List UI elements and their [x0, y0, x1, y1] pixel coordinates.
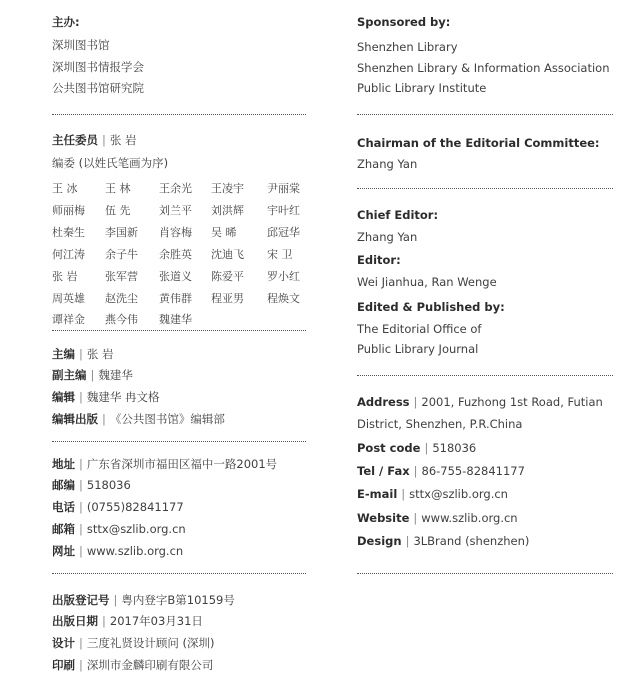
editor-line-cn	[52, 368, 133, 383]
editor-value: 张 岩	[86, 347, 114, 361]
committee-member: 王余光	[159, 182, 192, 195]
divider	[52, 330, 306, 331]
committee-member: 师丽梅	[52, 204, 85, 217]
committee-member: 余子牛	[105, 248, 138, 261]
sponsor-cn-1: 深圳图书馆	[52, 38, 110, 52]
contact-label: Design	[357, 534, 402, 548]
contact-line-cn	[52, 500, 184, 515]
separator: |	[90, 368, 95, 382]
email-link[interactable]: sttx@szlib.org.cn	[86, 522, 186, 536]
contact-value: 86-755-82841177	[421, 464, 525, 478]
editor-value: 魏建华 冉文格	[86, 390, 160, 404]
committee-member: 程亚男	[211, 292, 244, 305]
separator: |	[424, 441, 429, 455]
contact-line-cn	[52, 544, 183, 559]
committee-member: 魏建华	[159, 313, 192, 326]
separator: |	[405, 534, 410, 548]
committee-member: 余胜英	[159, 248, 192, 261]
contact-value: 广东省深圳市福田区福中一路2001号	[86, 457, 278, 471]
contact-line-en	[357, 534, 529, 549]
editor-line-cn	[52, 390, 160, 405]
sponsor-en-2: Shenzhen Library & Information Association	[357, 61, 610, 75]
committee-member: 宋 卫	[267, 248, 293, 261]
publish-value: 三度礼贤设计顾问 (深圳)	[86, 636, 215, 650]
publish-line-cn	[52, 593, 235, 608]
separator: |	[79, 347, 83, 361]
editor-label: 副主编	[52, 368, 87, 382]
publish-value: 深圳市金麟印刷有限公司	[86, 658, 214, 672]
publish-line-cn	[52, 636, 215, 651]
address-line	[357, 395, 603, 410]
committee-member: 燕今伟	[105, 313, 138, 326]
committee-member: 张道义	[159, 270, 192, 283]
contact-line-en	[357, 487, 508, 502]
sponsor-en-1: Shenzhen Library	[357, 40, 458, 54]
sponsor-title-cn: 主办:	[52, 15, 80, 29]
contact-label: Tel / Fax	[357, 464, 410, 478]
contact-label: Post code	[357, 441, 421, 455]
separator: |	[79, 478, 83, 492]
divider	[52, 114, 306, 115]
publish-label: 设计	[52, 636, 75, 650]
separator: |	[79, 522, 83, 536]
separator: |	[413, 395, 418, 409]
committee-member: 李国新	[105, 226, 138, 239]
published-line-2: Public Library Journal	[357, 342, 479, 356]
editor-value: 魏建华	[98, 368, 133, 382]
committee-member: 何江涛	[52, 248, 85, 261]
editor-line-cn	[52, 347, 114, 362]
contact-line-en	[357, 464, 525, 479]
committee-member: 沈迪飞	[211, 248, 244, 261]
publish-line-cn	[52, 658, 213, 673]
committee-member: 周英雄	[52, 292, 85, 305]
contact-line-en	[357, 441, 476, 456]
sponsor-title-en: Sponsored by:	[357, 15, 451, 29]
contact-value: 518036	[432, 441, 477, 455]
editor-label: 编辑	[52, 390, 75, 404]
editor-label: 主编	[52, 347, 75, 361]
committee-member: 黄伟群	[159, 292, 192, 305]
separator: |	[401, 487, 406, 501]
divider	[357, 375, 613, 376]
contact-line-en	[357, 511, 518, 526]
committee-member: 罗小红	[267, 270, 300, 283]
contact-value: 518036	[86, 478, 131, 492]
editor-line-cn	[52, 412, 225, 427]
email-link[interactable]: sttx@szlib.org.cn	[409, 487, 508, 501]
separator: |	[102, 412, 106, 426]
separator: |	[79, 658, 83, 672]
editor-title: Editor:	[357, 253, 401, 267]
committee-member: 王 冰	[52, 182, 78, 195]
address-label: Address	[357, 395, 410, 409]
committee-label: 编委 (以姓氏笔画为序)	[52, 156, 169, 170]
publish-line-cn	[52, 614, 203, 629]
contact-label: 邮编	[52, 478, 75, 492]
divider	[52, 441, 306, 442]
chief-editor-name: Zhang Yan	[357, 230, 418, 244]
committee-member: 刘兰平	[159, 204, 192, 217]
editor-names: Wei Jianhua, Ran Wenge	[357, 275, 497, 289]
committee-member: 赵洗尘	[105, 292, 138, 305]
committee-member: 陈爱平	[211, 270, 244, 283]
committee-member: 张 岩	[52, 270, 78, 283]
chairman-name-en: Zhang Yan	[357, 157, 418, 171]
separator: |	[79, 544, 83, 558]
contact-line-cn	[52, 522, 186, 537]
divider	[357, 573, 613, 574]
separator: |	[79, 500, 83, 514]
contact-label: E-mail	[357, 487, 398, 501]
sponsor-en-3: Public Library Institute	[357, 81, 487, 95]
publish-label: 印刷	[52, 658, 75, 672]
committee-member: 伍 先	[105, 204, 131, 217]
separator: |	[102, 614, 106, 628]
editor-label: 编辑出版	[52, 412, 98, 426]
committee-member: 吴 晞	[211, 226, 237, 239]
publish-label: 出版登记号	[52, 593, 110, 607]
committee-member: 肖容梅	[159, 226, 192, 239]
publish-value: 粤内登字B第10159号	[121, 593, 235, 607]
separator: |	[79, 636, 83, 650]
publish-label: 出版日期	[52, 614, 98, 628]
contact-label: 网址	[52, 544, 75, 558]
contact-line-cn	[52, 478, 131, 493]
committee-member: 刘洪辉	[211, 204, 244, 217]
committee-member: 尹丽棠	[267, 182, 300, 195]
contact-value: (0755)82841177	[86, 500, 184, 514]
publish-value: 2017年03月31日	[109, 614, 203, 628]
editor-value: 《公共图书馆》编辑部	[109, 412, 225, 426]
chairman-name: 张 岩	[109, 133, 137, 147]
chairman-title-en: Chairman of the Editorial Committee:	[357, 136, 600, 150]
separator: |	[102, 133, 106, 147]
separator: |	[113, 593, 118, 607]
published-line-1: The Editorial Office of	[357, 322, 482, 336]
sponsor-cn-2: 深圳图书情报学会	[52, 60, 144, 74]
contact-label: 地址	[52, 457, 75, 471]
contact-value: 3LBrand (shenzhen)	[413, 534, 530, 548]
divider	[357, 188, 613, 189]
contact-label: 邮箱	[52, 522, 75, 536]
contact-label: 电话	[52, 500, 75, 514]
committee-member: 王 林	[105, 182, 131, 195]
chairman-label: 主任委员	[52, 133, 98, 147]
website-link[interactable]: www.szlib.org.cn	[421, 511, 518, 525]
contact-label: Website	[357, 511, 410, 525]
divider	[52, 573, 306, 574]
published-title: Edited & Published by:	[357, 300, 505, 314]
committee-member: 张军营	[105, 270, 138, 283]
address-line-2: District, Shenzhen, P.R.China	[357, 417, 523, 431]
committee-member: 王凌宇	[211, 182, 244, 195]
separator: |	[413, 464, 418, 478]
website-link[interactable]: www.szlib.org.cn	[86, 544, 184, 558]
separator: |	[79, 390, 83, 404]
separator: |	[79, 457, 83, 471]
divider	[357, 114, 613, 115]
chief-editor-title: Chief Editor:	[357, 208, 439, 222]
contact-line-cn	[52, 457, 277, 472]
committee-member: 谭祥金	[52, 313, 85, 326]
committee-member: 程焕文	[267, 292, 300, 305]
address-value: 2001, Fuzhong 1st Road, Futian	[421, 395, 603, 409]
committee-member: 杜秦生	[52, 226, 85, 239]
sponsor-cn-3: 公共图书馆研究院	[52, 81, 144, 95]
committee-member: 宇叶红	[267, 204, 300, 217]
separator: |	[413, 511, 418, 525]
committee-member: 邱冠华	[267, 226, 300, 239]
chairman-line-cn	[52, 133, 137, 148]
